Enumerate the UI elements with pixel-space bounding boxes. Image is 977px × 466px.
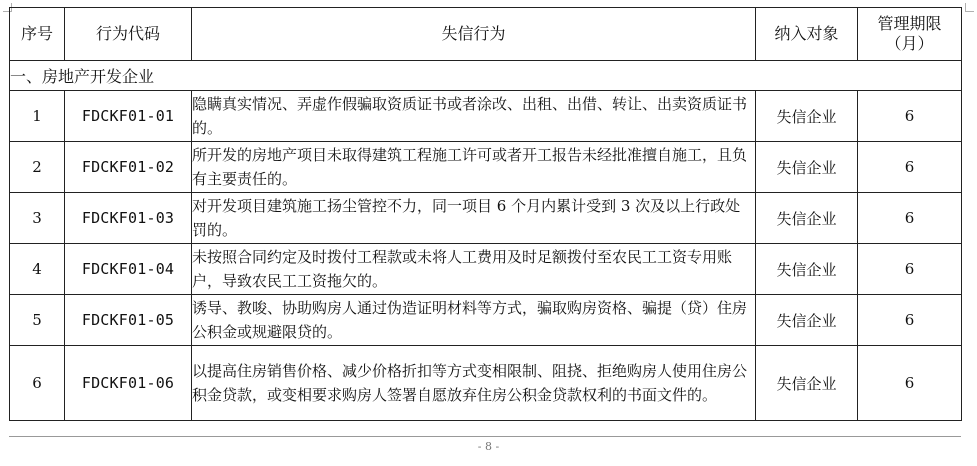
row-months: 6 bbox=[858, 193, 962, 244]
row-desc: 诱导、教唆、协助购房人通过伪造证明材料等方式，骗取购房资格、骗提（贷）住房公积金或规避限贷的。 bbox=[192, 295, 756, 346]
section-row bbox=[10, 61, 962, 91]
row-code: FDCKF01-04 bbox=[65, 244, 192, 295]
row-months: 6 bbox=[858, 244, 962, 295]
section-title: 一、房地产开发企业 bbox=[10, 61, 962, 91]
header-period bbox=[858, 8, 962, 61]
table-row bbox=[10, 91, 962, 142]
row-code: FDCKF01-01 bbox=[65, 91, 192, 142]
row-no: 6 bbox=[10, 346, 65, 421]
header-target: 纳入对象 bbox=[756, 8, 858, 61]
row-months: 6 bbox=[858, 142, 962, 193]
header-no: 序号 bbox=[10, 8, 65, 61]
row-target: 失信企业 bbox=[756, 295, 858, 346]
row-desc: 未按照合同约定及时拨付工程款或未将人工费用及时足额拨付至农民工工资专用账户，导致农民工工资拖欠的。 bbox=[192, 244, 756, 295]
table-row bbox=[10, 142, 962, 193]
row-months: 6 bbox=[858, 91, 962, 142]
row-no: 2 bbox=[10, 142, 65, 193]
row-no: 5 bbox=[10, 295, 65, 346]
header-period-line1: 管理期限 bbox=[877, 14, 942, 33]
row-desc: 所开发的房地产项目未取得建筑工程施工许可或者开工报告未经批准擅自施工，且负有主要责任的。 bbox=[192, 142, 756, 193]
row-target: 失信企业 bbox=[756, 244, 858, 295]
table-row bbox=[10, 295, 962, 346]
header-behavior: 失信行为 bbox=[192, 8, 756, 61]
row-desc: 对开发项目建筑施工扬尘管控不力，同一项目 6 个月内累计受到 3 次及以上行政处罚的。 bbox=[192, 193, 756, 244]
row-target: 失信企业 bbox=[756, 142, 858, 193]
row-code: FDCKF01-02 bbox=[65, 142, 192, 193]
row-target: 失信企业 bbox=[756, 193, 858, 244]
footer-divider bbox=[9, 436, 961, 437]
table-row bbox=[10, 244, 962, 295]
table-row bbox=[10, 193, 962, 244]
row-no: 3 bbox=[10, 193, 65, 244]
table-header-row bbox=[10, 8, 962, 61]
row-no: 1 bbox=[10, 91, 65, 142]
header-code: 行为代码 bbox=[65, 8, 192, 61]
header-period-line2: （月） bbox=[885, 34, 934, 53]
credit-behavior-table bbox=[9, 7, 962, 421]
table-row bbox=[10, 346, 962, 421]
row-no: 4 bbox=[10, 244, 65, 295]
row-target: 失信企业 bbox=[756, 346, 858, 421]
crop-mark-top-right bbox=[965, 3, 974, 12]
row-code: FDCKF01-03 bbox=[65, 193, 192, 244]
row-months: 6 bbox=[858, 295, 962, 346]
row-months: 6 bbox=[858, 346, 962, 421]
page-number: - 8 - bbox=[477, 440, 500, 453]
row-code: FDCKF01-05 bbox=[65, 295, 192, 346]
row-target: 失信企业 bbox=[756, 91, 858, 142]
row-desc: 隐瞒真实情况、弄虚作假骗取资质证书或者涂改、出租、出借、转让、出卖资质证书的。 bbox=[192, 91, 756, 142]
row-code: FDCKF01-06 bbox=[65, 346, 192, 421]
row-desc: 以提高住房销售价格、减少价格折扣等方式变相限制、阻挠、拒绝购房人使用住房公积金贷款，或变相要求购房人签署自愿放弃住房公积金贷款权利的书面文件的。 bbox=[192, 346, 756, 421]
